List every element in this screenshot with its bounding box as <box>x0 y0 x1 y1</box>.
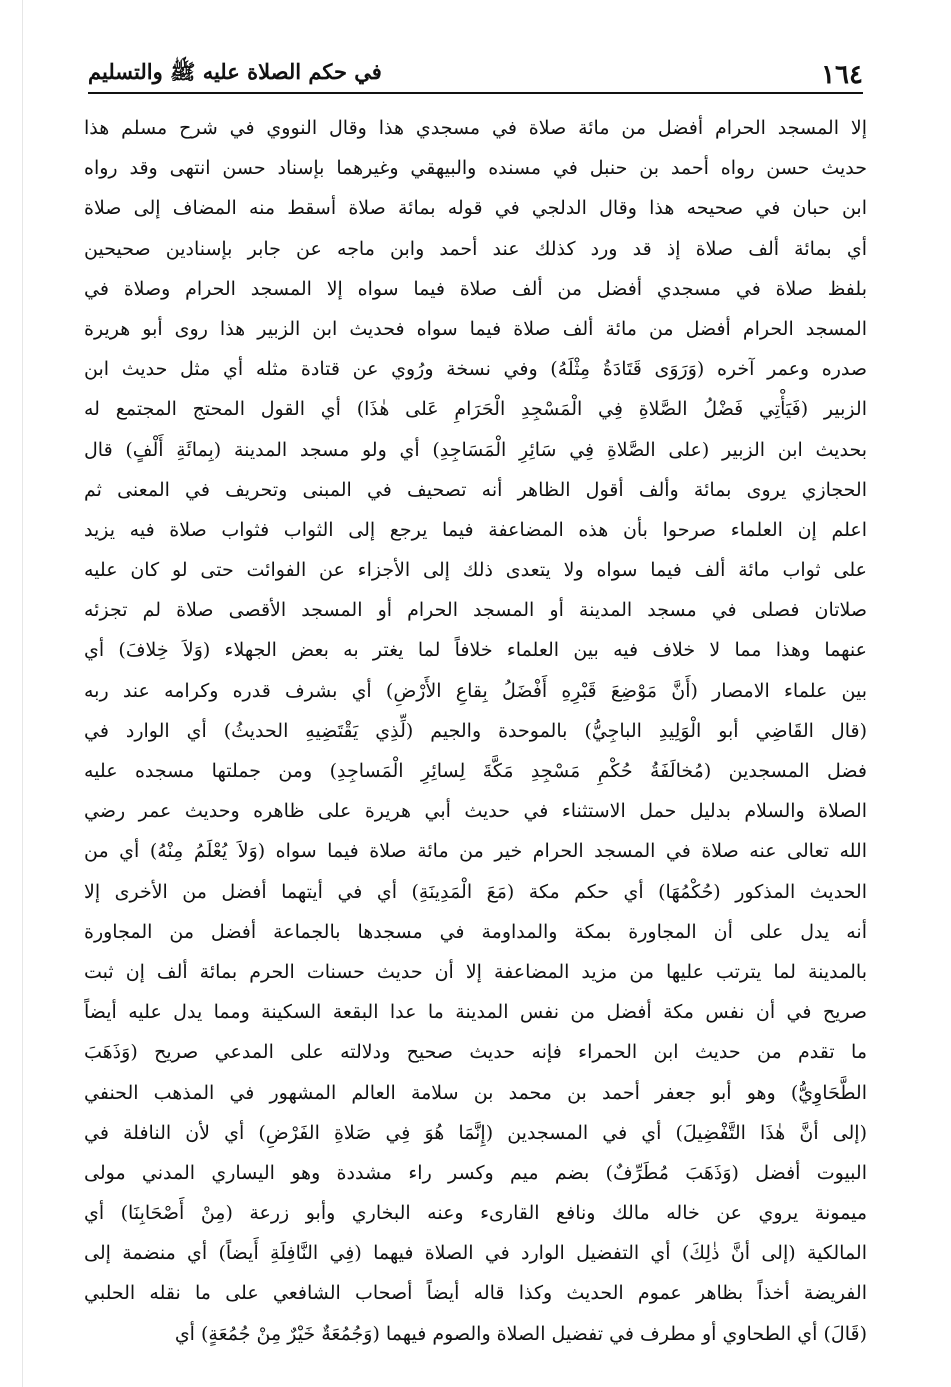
text-line: اعلم إن العلماء صرحوا بأن هذه المضاعفة فيما يرجع إلى الثواب فثواب صلاة فيه يزيد <box>84 518 867 541</box>
text-line: صدره وعمر آخره (وَرَوَى قَتَادَةُ مِثْلَهُ) وفي نسخة ورُوي عن قتادة مثله أي مثل حديث ابن <box>84 358 867 381</box>
text-line: الطَّحَاوِيُّ) وهو أبو جعفر أحمد بن محمد بن سلامة العالم المشهور في المذهب الحنفي <box>84 1081 867 1104</box>
text-line: ابن حبان في صحيحه هذا وقال الدلجي في قوله بمائة صلاة أسقط منه المضاف إلى صلاة <box>84 197 867 220</box>
text-line: ميمونة يروي عن خاله مالك ونافع القارىء وعنه البخاري وأبو زرعة (مِنْ أَصْحَابِنَا) أي <box>84 1202 867 1225</box>
text-line: بين علماء الامصار (أَنَّ مَوْضِعَ قَبْرِهِ أَفْضَلُ بِقاعِ الأَرْضِ) أي بشرف قدره وكرامه عند ربه <box>84 679 867 702</box>
header-divider <box>88 92 863 94</box>
text-line: (إلى أنَّ هٰذَا التَّفْضِيلَ) أي في المسجدين (إِنَّمَا هُوَ فِي صَلاةِ الفَرْضِ) أي لأن النافلة في <box>84 1121 867 1144</box>
page-header <box>88 50 863 90</box>
text-line: على ثواب مائة ألف فيما سواه ولا يتعدى ذلك إلى الأجزاء عن الفوائت حتى لو كان عليه <box>84 559 867 582</box>
text-line: المالكية (إلى أنَّ ذٰلِكَ) أي التفضيل الوارد في الصلاة فيهما (فِي النَّافِلَةِ أَيضاً) أي منضمة إلى <box>84 1242 867 1265</box>
text-line: بحديث ابن الزبير (على الصَّلاةِ فِي سَائِرِ الْمَسَاجِدِ) أي ولو مسجد المدينة (بِمائَةِ أَلْفٍ) قال <box>84 438 867 461</box>
text-line: أي بمائة ألف صلاة إذ قد ورد كذلك عند أحمد وابن ماجه عن جابر بإسنادين صحيحين <box>84 237 867 260</box>
text-line: الله تعالى عنه صلاة في المسجد الحرام خير من مائة صلاة فيما سواه (وَلاَ يُعْلَمُ مِنْهُ) أي من <box>84 840 867 863</box>
text-line: ما تقدم من حديث ابن الحمراء فإنه حديث صحيح ودلالته على المدعي صريح (وَذَهَبَ <box>84 1041 867 1064</box>
text-line: صلاتان فصلى في مسجد المدينة أو المسجد الحرام أو المسجد الأقصى صلاة لم تجزئه <box>84 599 867 622</box>
text-line: المسجد الحرام أفضل من مائة ألف صلاة فيما سواه فحديث ابن الزبير هذا روى أبو هريرة <box>84 317 867 340</box>
text-line: صريح في أن نفس مكة أفضل من نفس المدينة ما عدا البقعة السكينة ومما يدل عليه أيضاً <box>84 1001 867 1024</box>
text-line: إلا المسجد الحرام أفضل من مائة صلاة في مسجدي هذا وقال النووي في شرح مسلم هذا <box>84 117 867 139</box>
text-line: الزبير (فَيَأْتِي فَضْلُ الصَّلاةِ فِي الْمَسْجِدِ الْحَرَامِ عَلى هٰذَا) أي القول المحتج المجتمع له <box>84 398 867 421</box>
text-line: فضل المسجدين (مُخالَفَةُ حُكْمِ مَسْجِدِ مَكَّةَ لِسائِرِ الْمَساجِدِ) ومن جملتها مسجده عليه <box>84 760 867 782</box>
text-line: بلفظ صلاة في مسجدي أفضل من ألف صلاة فيما سواه إلا المسجد الحرام وصلاة في <box>84 277 867 300</box>
text-line: عنهما وهذا مما لا خلاف فيه بين العلماء خلافاً لما يغتر به بعض الجهلاء (وَلاَ خِلافَ) أي <box>84 639 867 662</box>
text-line: البيوت أفضل (وَذَهَبَ مُطَرِّفٌ) بضم ميم وكسر راء مشددة وهو اليساري المدني مولى <box>84 1161 867 1184</box>
text-line: حديث حسن رواه أحمد بن حنبل في مسنده والبيهقي وغيرهما بإسناد حسن انتهى وقد رواه <box>84 157 867 180</box>
page-edge-line <box>22 0 23 1387</box>
page-number: ١٦٤ <box>821 60 863 90</box>
body-text <box>84 108 867 1354</box>
text-line: (قال القَاضِي أبو الْوَلِيدِ الباجِيُّ) بالموحدة والجيم (لِّذِي يَقْتَضِيهِ الحديثُ) أي الوارد في <box>84 719 867 742</box>
running-title: في حكم الصلاة عليه ﷺ والتسليم <box>88 59 382 84</box>
text-line: أنه يدل على أن المجاورة بمكة والمداومة في مسجدها بالجماعة أفضل من المجاورة <box>84 920 867 943</box>
text-line: (قَالَ) أي الطحاوي أو مطرف في تفضيل الصلاة والصوم فيهما (وَجُمُعَةٌ خَيْرٌ مِنْ جُمُعَةٍ) أي <box>174 1322 867 1345</box>
text-line: بالمدينة لما يترتب عليها من مزيد المضاعفة إلا أن حديث حسنات الحرم بمائة ألف إن ثبت <box>84 960 867 983</box>
text-line: الصلاة والسلام بدليل حمل الاستثناء في حديث أبي هريرة على ظاهره وحديث عمر رضي <box>84 800 867 823</box>
text-line: الحديث المذكور (حُكْمُهَا) أي حكم مكة (مَعَ الْمَدِينَةِ) أي في أيتهما أفضل من الأخرى إلا <box>84 880 867 903</box>
text-line: الفريضة أخذاً بظاهر عموم الحديث وكذا قاله أيضاً أصحاب الشافعي على ما نقله الحلبي <box>84 1282 867 1305</box>
text-line: الحجازي يروى بمائة وألف أقول الظاهر أنه تصحيف في المبنى وتحريف في المعنى ثم <box>84 478 867 501</box>
